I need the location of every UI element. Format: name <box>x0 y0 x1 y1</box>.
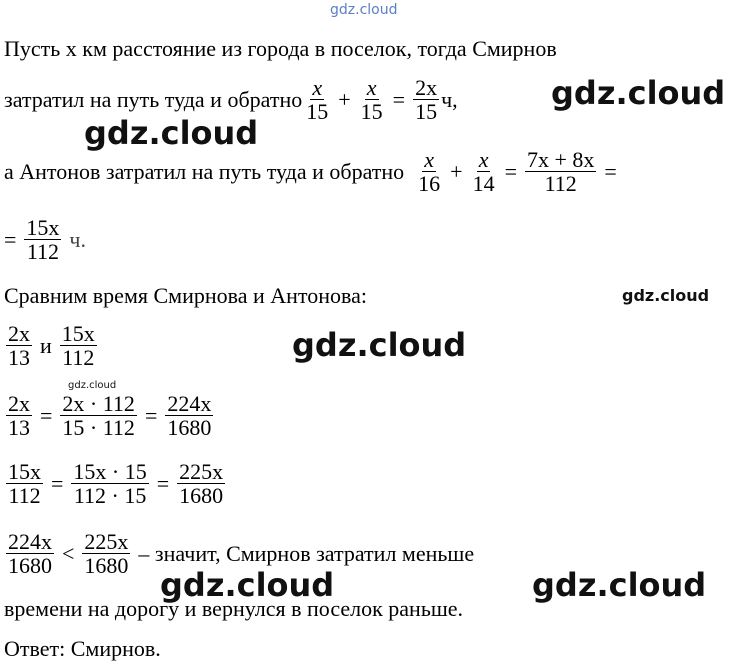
fraction-225x-1680: $\frac{225x}{1680}$ <box>179 459 224 509</box>
conversion-line-1 <box>4 392 215 439</box>
answer-line <box>4 636 161 662</box>
answer-text: Ответ: Смирнов. <box>4 636 161 661</box>
fraction-2x-13: $\frac{2x}{13}$ <box>8 321 30 371</box>
equals-sign: = <box>51 470 64 496</box>
equals-sign: = <box>604 158 617 184</box>
fraction-x-15: $\frac{x}{15}$ <box>306 75 329 125</box>
watermark-2: gdz.cloud <box>84 114 259 152</box>
equals-sign: = <box>504 158 517 184</box>
antonov-result-line <box>4 216 86 263</box>
watermark-6: gdz.cloud <box>160 566 335 604</box>
conclusion-text-2: времени на дорогу и вернулся в поселок раньше. <box>4 596 464 621</box>
conclusion-text-1: – значит, Смирнов затратил меньше <box>138 540 475 566</box>
unit-hours: ч. <box>69 226 86 252</box>
equals-sign: = <box>40 402 53 428</box>
and-word: и <box>40 332 52 358</box>
plus-sign: + <box>338 86 351 112</box>
fraction-224x-1680: $\frac{224x}{1680}$ <box>167 391 212 441</box>
equals-sign: = <box>4 226 17 252</box>
watermark-4: gdz.cloud <box>292 326 467 364</box>
fraction-15x-112: $\frac{15x}{112}$ <box>61 321 95 371</box>
fraction-x-15-b: $\frac{x}{15}$ <box>360 75 383 125</box>
less-than-sign: < <box>62 540 75 566</box>
fraction-224x-1680: $\frac{224x}{1680}$ <box>8 529 52 579</box>
compare-text: Сравним время Смирнова и Антонова: <box>4 283 367 308</box>
fraction-2x-13: $\frac{2x}{13}$ <box>8 391 30 441</box>
compare-line <box>4 283 367 309</box>
text-line-1 <box>4 36 557 62</box>
compare-fractions <box>4 322 99 369</box>
smirnov-time-line <box>4 76 458 123</box>
antonov-text: а Антонов затратил на путь туда и обратно <box>4 158 405 184</box>
fraction-7x8x-112: $\frac{7x + 8x}{112}$ <box>527 147 595 197</box>
comparison-result-line <box>4 530 474 577</box>
watermark-3: gdz.cloud <box>622 286 710 305</box>
watermark-7: gdz.cloud <box>532 566 707 604</box>
watermark-1: gdz.cloud <box>551 74 726 112</box>
equals-sign: = <box>392 86 406 112</box>
equals-sign: = <box>144 402 158 428</box>
conclusion-line-2 <box>4 596 463 622</box>
watermark-5: gdz.cloud <box>68 380 117 391</box>
smirnov-text: затратил на путь туда и обратно <box>4 86 303 112</box>
fraction-2x-15: $\frac{2x}{15}$ <box>415 75 438 125</box>
fraction-15x15-112x15: $\frac{15x \cdot 15}{112 \cdot 15}$ <box>73 459 147 509</box>
problem-statement: Пусть x км расстояние из города в поселок, тогда Смирнов <box>4 36 557 61</box>
fraction-15x-112: $\frac{15x}{112}$ <box>26 215 60 265</box>
fraction-x-14: $\frac{x}{14}$ <box>472 147 495 197</box>
conversion-line-2 <box>4 460 227 507</box>
fraction-2x112-15x112: $\frac{2x \cdot 112}{15 \cdot 112}$ <box>62 391 135 441</box>
fraction-15x-112: $\frac{15x}{112}$ <box>8 459 41 509</box>
watermark-top: gdz.cloud <box>330 2 398 18</box>
equals-sign: = <box>156 470 170 496</box>
antonov-time-line <box>4 148 623 195</box>
unit-hours: ч, <box>441 86 458 112</box>
fraction-x-16: $\frac{x}{16}$ <box>418 147 441 197</box>
fraction-225x-1680: $\frac{225x}{1680}$ <box>84 529 129 579</box>
plus-sign: + <box>450 158 463 184</box>
